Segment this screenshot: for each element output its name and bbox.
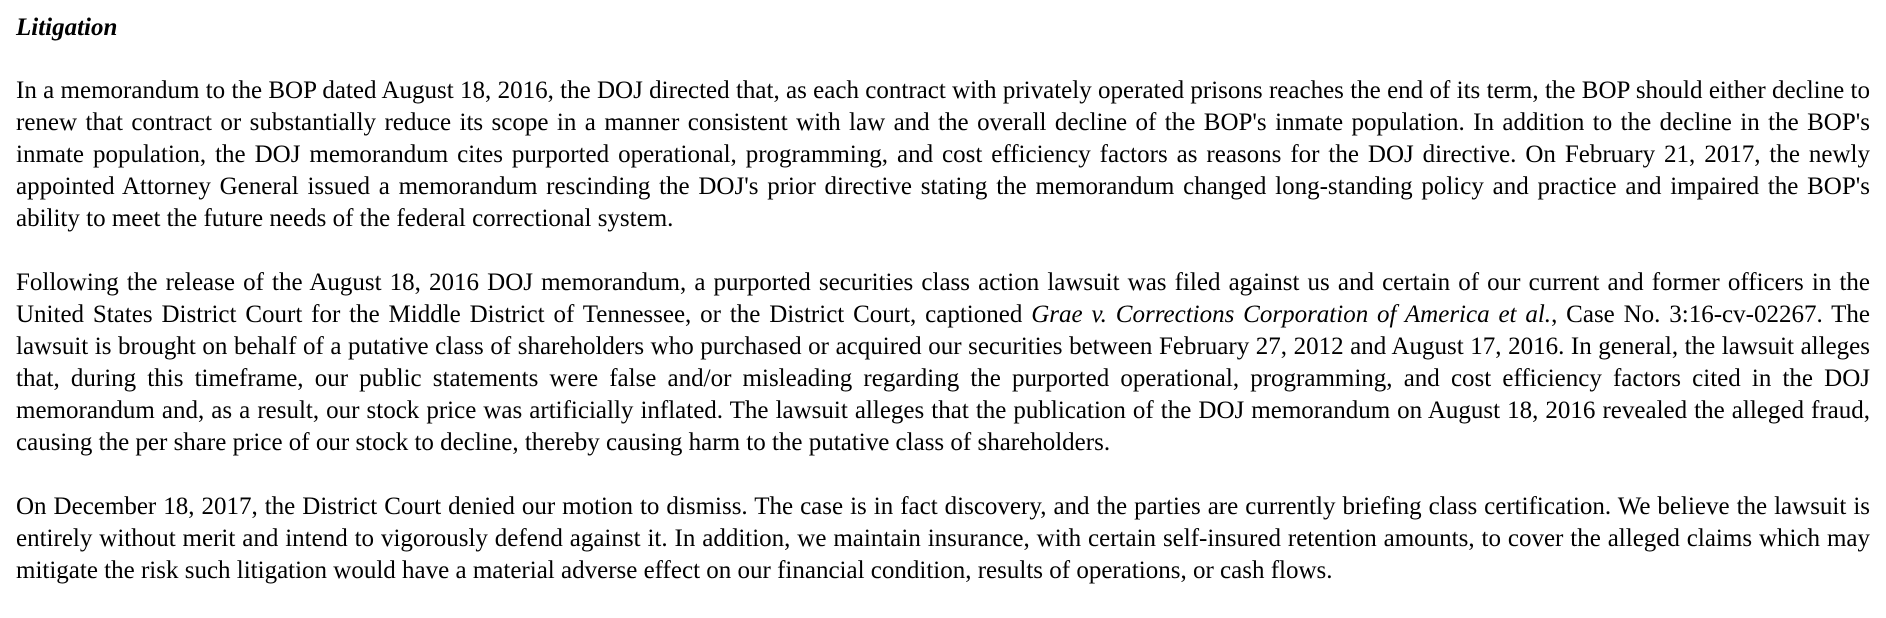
case-caption: Grae v. Corrections Corporation of America et al. <box>1031 301 1552 328</box>
section-heading: Litigation <box>16 14 118 41</box>
paragraph-doj-memorandum: In a memorandum to the BOP dated August 18, 2016, the DOJ directed that, as each contract with privately operated prisons reaches the end of its term, the BOP should either decline to renew that contract or substantially reduce its scope in a manner consistent with law and the overall decline of the BOP's inmate population. In addition to the decline in the BOP's inmate population, the DOJ memorandum cites purported operational, programming, and cost efficiency factors as reasons for the DOJ directive. On February 21, 2017, the newly appointed Attorney General issued a memorandum rescinding the DOJ's prior directive stating the memorandum changed long-standing policy and practice and impaired the BOP's ability to meet the future needs of the federal correctional system. <box>16 77 1870 232</box>
paragraph-class-action <box>16 267 1870 459</box>
paragraph-class-action-body: , Case No. 3:16-cv-02267. The lawsuit is brought on behalf of a putative class of shareholders who purchased or acquired our securities between February 27, 2012 and August 17, 2016. In general, the lawsuit alleges that, during this timeframe, our public statements were false and/or misleading regarding the purported operational, programming, and cost efficiency factors cited in the DOJ memorandum and, as a result, our stock price was artificially inflated. The lawsuit alleges that the publication of the DOJ memorandum on August 18, 2016 revealed the alleged fraud, causing the per share price of our stock to decline, thereby causing harm to the putative class of shareholders. <box>16 301 1871 456</box>
paragraph-class-action-intro: Following the release of the August 18, 2016 DOJ memorandum, a purported securities class action lawsuit was filed against us and certain of our current and former officers in the United States District Court for the Middle District of Tennessee, or the District Court, captioned <box>16 269 1870 328</box>
paragraph-motion-to-dismiss: On December 18, 2017, the District Court denied our motion to dismiss. The case is in fact discovery, and the parties are currently briefing class certification. We believe the lawsuit is entirely without merit and intend to vigorously defend against it. In addition, we maintain insurance, with certain self-insured retention amounts, to cover the alleged claims which may mitigate the risk such litigation would have a material adverse effect on our financial condition, results of operations, or cash flows. <box>16 493 1870 584</box>
